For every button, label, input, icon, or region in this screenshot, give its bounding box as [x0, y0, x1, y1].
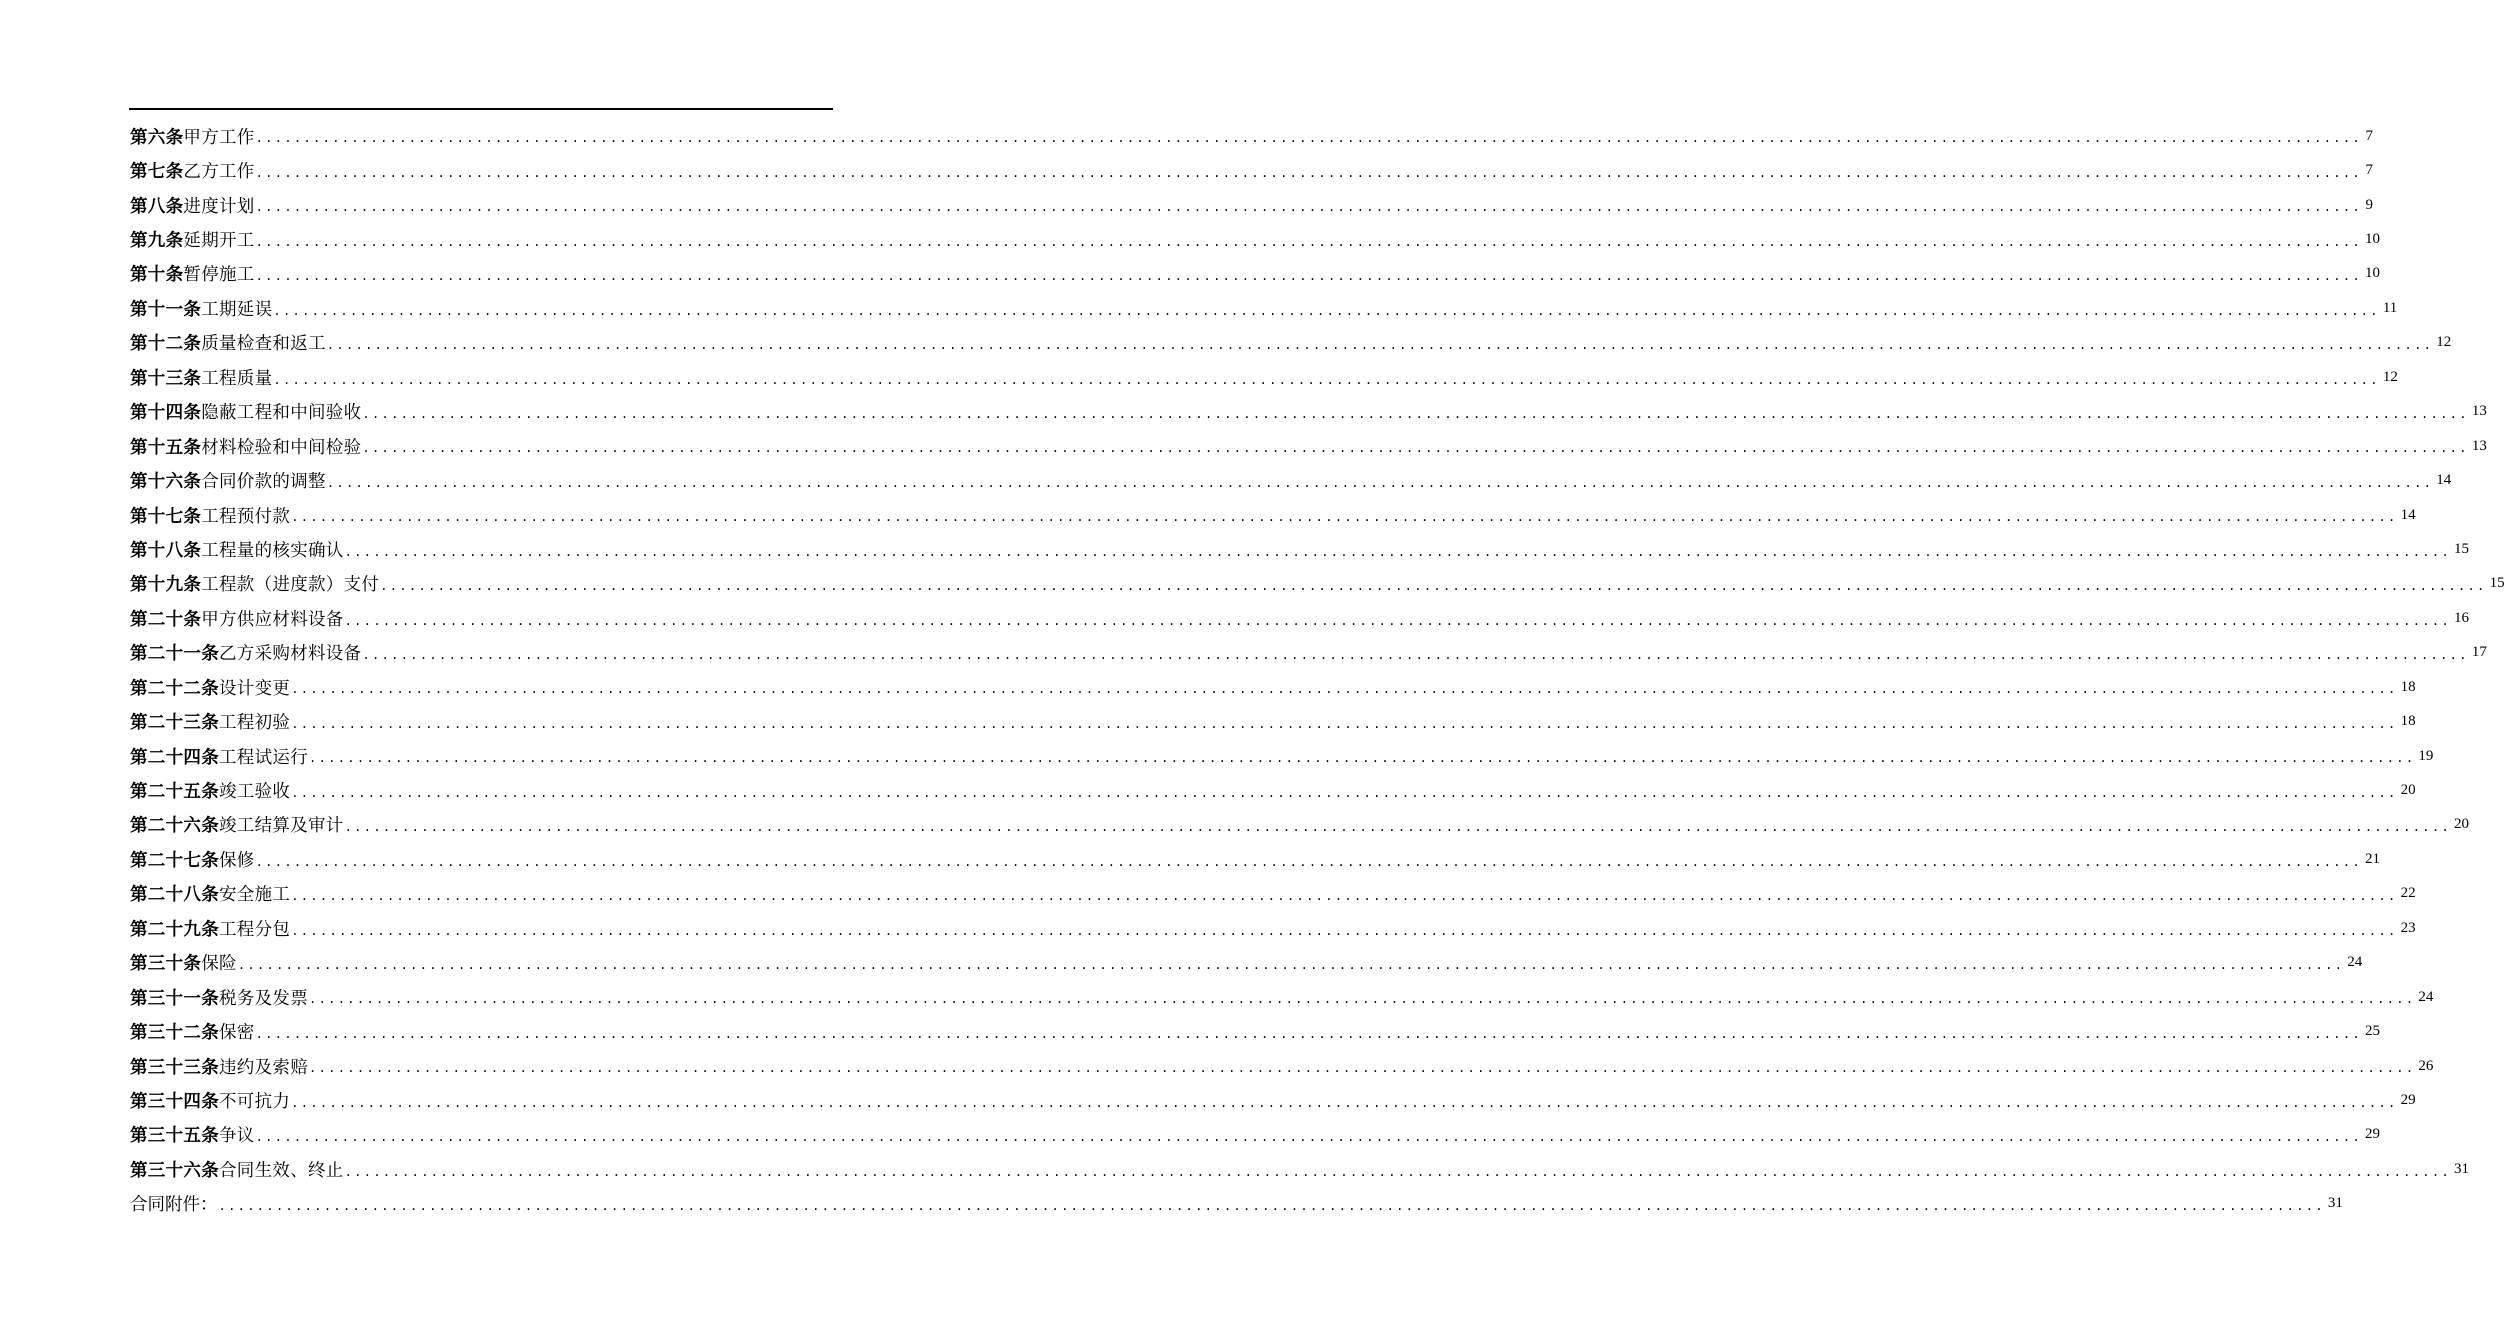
- toc-page-number: 20: [2454, 816, 2470, 833]
- toc-page-number: 31: [2327, 1195, 2343, 1212]
- table-of-contents: [130, 119, 2505, 1221]
- toc-page-number: 29: [2400, 1091, 2416, 1108]
- toc-dot-leader: ............................................................................................................................................................................................................................: [344, 613, 2452, 628]
- toc-article-title: 合同生效、终止: [219, 1160, 344, 1181]
- toc-dot-leader: ............................................................................................................................................................................................................................: [362, 441, 2469, 456]
- toc-entry[interactable]: [130, 326, 2452, 360]
- toc-page-number: 14: [2400, 506, 2416, 523]
- toc-article-number: 第二十八条: [130, 885, 219, 906]
- toc-dot-leader: ............................................................................................................................................................................................................................: [237, 957, 2345, 972]
- toc-article-number: 第八条: [130, 196, 184, 217]
- header-rule: [129, 108, 833, 110]
- toc-dot-leader: ............................................................................................................................................................................................................................: [309, 992, 2416, 1007]
- toc-entry[interactable]: [130, 636, 2487, 670]
- toc-dot-leader: ............................................................................................................................................................................................................................: [291, 923, 2398, 938]
- toc-dot-leader: ............................................................................................................................................................................................................................: [362, 406, 2469, 421]
- toc-dot-leader: ............................................................................................................................................................................................................................: [291, 510, 2398, 525]
- toc-article-number: 第二十三条: [130, 713, 219, 734]
- toc-article-number: 第十六条: [130, 472, 202, 493]
- toc-article-number: 第三十四条: [130, 1091, 219, 1112]
- toc-page-number: 11: [2382, 299, 2398, 316]
- toc-article-number: 第三十六条: [130, 1160, 219, 1181]
- toc-article-number: 第十三条: [130, 368, 202, 389]
- toc-article-title: 甲方供应材料设备: [201, 609, 344, 630]
- toc-entry[interactable]: [130, 360, 2398, 394]
- toc-article-title: 合同价款的调整: [201, 472, 326, 493]
- toc-dot-leader: ............................................................................................................................................................................................................................: [291, 716, 2398, 731]
- toc-article-number: 第十七条: [130, 506, 202, 527]
- toc-article-number: 第十四条: [130, 403, 202, 424]
- toc-article-title: 工程质量: [201, 368, 273, 389]
- toc-page-number: 13: [2471, 403, 2487, 420]
- toc-page-number: 23: [2400, 919, 2416, 936]
- toc-page-number: 29: [2365, 1126, 2381, 1143]
- toc-entry[interactable]: [130, 842, 2381, 876]
- toc-entry[interactable]: [130, 773, 2416, 807]
- toc-entry[interactable]: [130, 1083, 2416, 1117]
- toc-page-number: 15: [2454, 540, 2470, 557]
- toc-entry[interactable]: [130, 1014, 2381, 1048]
- toc-page-number: 12: [2436, 334, 2452, 351]
- toc-page-number: 13: [2471, 437, 2487, 454]
- toc-article-title: 违约及索赔: [219, 1057, 308, 1078]
- toc-article-title: 暂停施工: [183, 265, 255, 286]
- toc-page-number: 25: [2365, 1023, 2381, 1040]
- toc-entry[interactable]: [130, 153, 2374, 187]
- toc-entry[interactable]: [130, 1152, 2470, 1186]
- toc-entry[interactable]: [130, 567, 2505, 601]
- toc-article-title: 工程款（进度款）支付: [201, 575, 380, 596]
- toc-article-title: 延期开工: [183, 231, 255, 252]
- toc-dot-leader: ............................................................................................................................................................................................................................: [291, 889, 2398, 904]
- toc-page-number: 21: [2365, 850, 2381, 867]
- toc-article-number: 第十二条: [130, 334, 202, 355]
- toc-article-title: 税务及发票: [219, 988, 308, 1009]
- toc-article-number: 第十九条: [130, 575, 202, 596]
- toc-dot-leader: ............................................................................................................................................................................................................................: [255, 165, 2363, 180]
- toc-page-number: 26: [2418, 1057, 2434, 1074]
- toc-entry[interactable]: [130, 532, 2470, 566]
- toc-page-number: 31: [2454, 1160, 2470, 1177]
- toc-article-number: 第十五条: [130, 437, 202, 458]
- toc-article-number: 第三十二条: [130, 1023, 219, 1044]
- toc-dot-leader: ............................................................................................................................................................................................................................: [291, 785, 2398, 800]
- toc-entry[interactable]: [130, 291, 2398, 325]
- toc-entry[interactable]: [130, 498, 2416, 532]
- toc-entry[interactable]: [130, 257, 2381, 291]
- toc-article-number: 第二十六条: [130, 816, 219, 837]
- toc-article-number: 第二十条: [130, 609, 202, 630]
- toc-entry-appendix[interactable]: [130, 1187, 2343, 1221]
- toc-article-number: 第九条: [130, 231, 184, 252]
- toc-page-number: 22: [2400, 885, 2416, 902]
- toc-page-number: 18: [2400, 713, 2416, 730]
- toc-page-number: 14: [2436, 472, 2452, 489]
- toc-dot-leader: ............................................................................................................................................................................................................................: [273, 303, 2380, 318]
- toc-page-number: 24: [2418, 988, 2434, 1005]
- toc-entry[interactable]: [130, 429, 2487, 463]
- toc-article-title: 隐蔽工程和中间验收: [201, 403, 362, 424]
- toc-entry[interactable]: [130, 980, 2434, 1014]
- toc-page-number: 20: [2400, 782, 2416, 799]
- toc-article-title: 竣工结算及审计: [219, 816, 344, 837]
- toc-entry[interactable]: [130, 601, 2470, 635]
- toc-article-title: 材料检验和中间检验: [201, 437, 362, 458]
- toc-article-number: 第二十九条: [130, 919, 219, 940]
- toc-page-number: 17: [2471, 644, 2487, 661]
- toc-article-title: 保密: [219, 1023, 255, 1044]
- toc-page-number: 7: [2365, 127, 2374, 144]
- toc-article-number: 第二十四条: [130, 747, 219, 768]
- toc-entry[interactable]: [130, 877, 2416, 911]
- toc-dot-leader: ............................................................................................................................................................................................................................: [255, 269, 2363, 284]
- toc-page-number: 7: [2365, 162, 2374, 179]
- toc-entry[interactable]: [130, 1118, 2381, 1152]
- toc-article-number: 第三十五条: [130, 1126, 219, 1147]
- toc-dot-leader: ............................................................................................................................................................................................................................: [380, 579, 2487, 594]
- toc-article-number: 第二十七条: [130, 850, 219, 871]
- toc-entry[interactable]: [130, 946, 2363, 980]
- toc-dot-leader: ............................................................................................................................................................................................................................: [255, 131, 2363, 146]
- toc-article-title: 工程初验: [219, 713, 291, 734]
- toc-article-number: 第三十三条: [130, 1057, 219, 1078]
- toc-dot-leader: ............................................................................................................................................................................................................................: [344, 544, 2452, 559]
- toc-entry[interactable]: [130, 222, 2381, 256]
- toc-article-number: 第十一条: [130, 299, 202, 320]
- toc-dot-leader: ............................................................................................................................................................................................................................: [255, 1026, 2363, 1041]
- toc-article-title: 安全施工: [219, 885, 291, 906]
- toc-article-title: 工期延误: [201, 299, 273, 320]
- toc-page-number: 18: [2400, 678, 2416, 695]
- toc-dot-leader: ............................................................................................................................................................................................................................: [344, 1164, 2452, 1179]
- toc-article-title: 保险: [201, 954, 237, 975]
- toc-page-number: 12: [2382, 368, 2398, 385]
- toc-article-title: 工程分包: [219, 919, 291, 940]
- toc-article-title: 甲方工作: [183, 127, 255, 148]
- toc-dot-leader: ............................................................................................................................................................................................................................: [218, 1199, 2325, 1213]
- toc-entry[interactable]: [130, 395, 2487, 429]
- toc-article-title: 工程试运行: [219, 747, 308, 768]
- toc-dot-leader: ............................................................................................................................................................................................................................: [326, 338, 2434, 353]
- toc-entry[interactable]: [130, 1049, 2434, 1083]
- toc-dot-leader: ............................................................................................................................................................................................................................: [344, 820, 2452, 835]
- toc-dot-leader: ............................................................................................................................................................................................................................: [273, 372, 2380, 387]
- toc-dot-leader: ............................................................................................................................................................................................................................: [255, 234, 2363, 249]
- toc-article-title: 乙方采购材料设备: [219, 644, 362, 665]
- toc-page-number: 19: [2418, 747, 2434, 764]
- toc-dot-leader: ............................................................................................................................................................................................................................: [309, 751, 2416, 766]
- toc-article-number: 第七条: [130, 162, 184, 183]
- toc-article-title: 不可抗力: [219, 1091, 291, 1112]
- toc-entry[interactable]: [130, 911, 2416, 945]
- toc-article-title: 设计变更: [219, 678, 291, 699]
- toc-article-number: 第十条: [130, 265, 184, 286]
- toc-article-number: 第六条: [130, 127, 184, 148]
- toc-article-number: 第十八条: [130, 540, 202, 561]
- toc-page-number: 10: [2365, 231, 2381, 248]
- toc-entry[interactable]: [130, 739, 2434, 773]
- toc-article-title: 争议: [219, 1126, 255, 1147]
- toc-article-number: 第三十条: [130, 954, 202, 975]
- toc-entry[interactable]: [130, 188, 2374, 222]
- toc-dot-leader: ............................................................................................................................................................................................................................: [362, 648, 2469, 662]
- toc-page-number: 10: [2365, 265, 2381, 282]
- toc-entry[interactable]: [130, 463, 2452, 497]
- toc-page-number: 9: [2365, 196, 2374, 213]
- toc-dot-leader: ............................................................................................................................................................................................................................: [255, 200, 2363, 215]
- toc-dot-leader: ............................................................................................................................................................................................................................: [255, 854, 2363, 869]
- toc-article-number: 第二十五条: [130, 782, 219, 803]
- toc-article-title: 工程预付款: [201, 506, 291, 527]
- toc-article-title: 竣工验收: [219, 782, 291, 803]
- toc-dot-leader: ............................................................................................................................................................................................................................: [326, 475, 2434, 490]
- toc-entry[interactable]: [130, 119, 2374, 153]
- toc-entry[interactable]: [130, 670, 2416, 704]
- toc-page-number: 24: [2347, 954, 2363, 971]
- toc-appendix-title: 合同附件：: [130, 1195, 218, 1216]
- toc-article-title: 进度计划: [183, 196, 255, 217]
- toc-entry[interactable]: [130, 808, 2470, 842]
- toc-page-number: 16: [2454, 609, 2470, 626]
- toc-article-number: 第三十一条: [130, 988, 219, 1009]
- toc-article-title: 乙方工作: [183, 162, 255, 183]
- toc-article-title: 质量检查和返工: [201, 334, 326, 355]
- toc-article-title: 保修: [219, 850, 255, 871]
- toc-dot-leader: ............................................................................................................................................................................................................................: [291, 1095, 2398, 1110]
- toc-dot-leader: ............................................................................................................................................................................................................................: [309, 1061, 2416, 1076]
- toc-article-number: 第二十一条: [130, 644, 219, 665]
- toc-entry[interactable]: [130, 704, 2416, 738]
- toc-article-number: 第二十二条: [130, 678, 219, 699]
- toc-article-title: 工程量的核实确认: [201, 540, 344, 561]
- toc-dot-leader: ............................................................................................................................................................................................................................: [255, 1130, 2363, 1145]
- toc-page-number: 15: [2489, 575, 2505, 592]
- toc-dot-leader: ............................................................................................................................................................................................................................: [291, 682, 2398, 697]
